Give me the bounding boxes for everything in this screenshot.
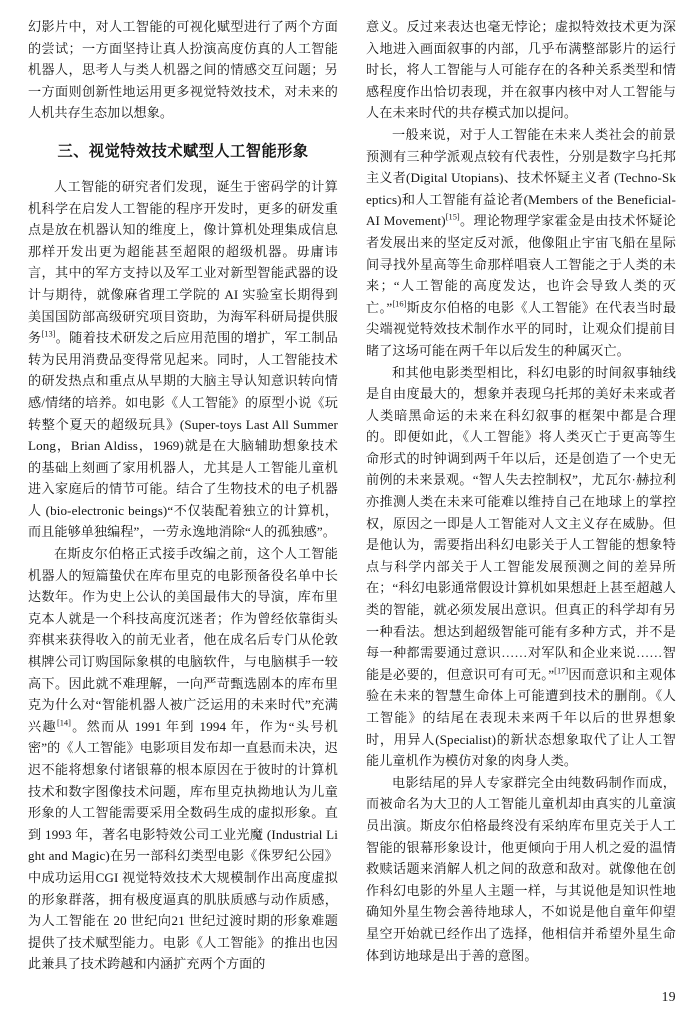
citation-marker-16: [16] (392, 299, 407, 309)
paragraph-scifi-timeline-text-1: 和其他电影类型相比，科幻电影的时间叙事轴线是自由度最大的，想象并表现乌托邦的美好未来或者人类暗黑命运的未来在科幻叙事的框架中都是合理的。即便如此，《人工智能》将人类灭亡于更高等生命形式的时钟调到两千年以后，还是创造了一个史无前例的未来景观。“智人失去控制权”，尤瓦尔·赫拉利亦推测人类在未来可能难以维持自己在地球上的掌控权，原因之一即是人工智能对人文主义存在威胁。但是他认为，需要指出科幻电影关于人工智能的想象特点与科学内部关于人工智能发展预测之间的差异所在；“科幻电影通常假设计算机如果想赶上甚至超越人类的智能，就必须发展出意识。但真正的科学却有另一种看法。想达到超级智能可能有多种方式，并不是每一种都需要通过意识……对军队和企业来说……智能是必要的，但意识可有可无。” (366, 364, 676, 682)
paragraph-spielberg-kubrick-text-1: 在斯皮尔伯格正式接手改编之前，这个人工智能机器人的短篇蛰伏在库布里克的电影预备役名单中长达数年。作为史上公认的美国最伟大的导演，库布里克本人就是一个科技高度沉迷者；作为曾经依靠街头弈棋来获得收入的前无业者，他在成名后专门从伦敦棋牌公司订购国际象棋的电脑软件，与电脑棋手一较高下。因此就不难理解，一向严苛甄选剧本的库布里克为什么对“智能机器人被广泛运用的未来时代”充满兴趣 (28, 546, 338, 734)
paragraph-ai-researchers-text-2: 。随着技术研发之后应用范围的增扩，军工制品转为民用消费品变得常见起来。同时，人工智能技术的研发热点和重点从早期的大脑主导认知意识转向情感/情绪的培养。如电影《人工智能》的原型小说《玩转整个夏天的超级玩具》(Super-toys Last All Summer Long，Brian Aldiss，1969)就是在大脑辅助想象技术的基础上刻画了家用机器人，尤其是人工智能儿童机进入家庭后的情节可能。结合了生物技术的电子机器人 (bio-electronic beings)“不仅装配着独立的计算机，而且能够单独编程”，一劳永逸地消除“人的孤独感”。 (28, 330, 338, 540)
two-column-body (28, 16, 676, 976)
citation-marker-14: [14] (56, 718, 71, 728)
paragraph-scifi-timeline (366, 362, 676, 772)
paragraph-three-schools (366, 124, 676, 362)
paragraph-ai-researchers (28, 176, 338, 543)
citation-marker-17: [17] (554, 666, 569, 676)
paragraph-scifi-timeline-text-2: 因而意识和主观体验在未来的智慧生命体上可能遭到技术的删削。《人工智能》的结尾在表现未来两千年以后的世界想象时，用异人(Specialist)的新状态想象取代了让人工智能儿童机作为模仿对象的肉身人类。 (366, 666, 676, 769)
section-heading: 三、视觉特效技术赋型人工智能形象 (57, 141, 309, 160)
page-number: 19 (661, 989, 676, 1004)
paragraph-continued-top: 幻影片中，对人工智能的可视化赋型进行了两个方面的尝试；一方面坚持让真人扮演高度仿真的人工智能机器人，思考人与类人机器之间的情感交互问题；另一方面则创新性地运用更多视觉特效技术，对未来的人机共存生态加以想象。 (28, 19, 338, 121)
paragraph-meaning-continued: 意义。反过来表达也毫无悖论；虚拟特效技术更为深入地进入画面叙事的内部，几乎布满整部影片的运行时长，将人工智能与人可能存在的各种关系类型和情感程度作出恰切表现，并在叙事内核中对人工智能与人在未来时代的共存模式加以提问。 (366, 19, 676, 121)
paragraph-ending-specialists: 电影结尾的异人专家群完全由纯数码制作而成，而被命名为大卫的人工智能儿童机却由真实的儿童演员出演。斯皮尔伯格最终没有采纳库布里克关于人工智能的银幕形象设计，他更倾向于用人机之爱的温情救赎话题来消解人机之间的敌意和敌对。就像他在创作科幻电影的外星人主题一样，与其说他是知识性地确知外星生物会善待地球人，不如说是他自童年仰望星空开始就已经作出了选择，他相信并希望外星生命体到访地球是出于善的意图。 (366, 774, 676, 963)
left-column (28, 16, 338, 976)
paragraph-spielberg-kubrick-text-2: 。然而从 1991 年到 1994 年，作为“头号机密”的《人工智能》电影项目发布却一直悬而未决，迟迟不能将想象付诸银幕的根本原因在于彼时的计算机技术和数字图像技术问题，库布里克执拗地认为儿童形象的人工智能需要采用全数码生成的虚拟形象。直到 1993 年，著名电影特效公司工业光魔 (Industrial Light and Magic)在另一部科幻类型电影《侏罗纪公园》中成功运用CGI 视觉特效技术大规模制作出高度虚拟的形象群落，拥有极度逼真的肌肤质感与动作质感，为人工智能在 20 世纪向21 世纪过渡时期的形象难题提供了技术赋型能力。电影《人工智能》的推出也因此兼具了技术跨越和内涵扩充两个方面的 (28, 718, 338, 972)
paragraph-ai-researchers-text-1: 人工智能的研究者们发现，诞生于密码学的计算机科学在启发人工智能的程序开发时，更多的研发重点是放在机器认知的维度上，像计算机处理集成信息那样开发出更为超能甚至超限的超级机器。毋庸讳言，其中的军方支持以及军工业对新型智能武器的设计与期待，就像麻省理工学院的 AI 实验室长期得到美国国防部高级研究项目资助，为海军科研局提供服务 (28, 178, 338, 346)
citation-marker-15: [15] (445, 212, 460, 222)
paragraph-three-schools-text-1: 一般来说，对于人工智能在未来人类社会的前景预测有三种学派观点较有代表性，分别是数字乌托邦主义者(Digital Utopians)、技术怀疑主义者 (Techno-Skeptics)和人工智能有益论者(Members of the Beneficial-AI Movement) (366, 126, 676, 229)
paragraph-three-schools-text-2: 。理论物理学家霍金是由技术怀疑论者发展出来的坚定反对派，他像阻止宇宙飞船在星际间寻找外星高等生命那样唱衰人工智能之于人类的未来；“人工智能的高度发达，也许会导致人类的灭亡。” (366, 213, 676, 315)
paragraph-three-schools-text-3: 斯皮尔伯格的电影《人工智能》在代表当时最尖端视觉特效技术制作水平的同时，让观众们提前目睹了这场可能在两千年以后发生的种属灭亡。 (366, 299, 677, 358)
right-column (366, 16, 676, 976)
citation-marker-13: [13] (41, 329, 56, 339)
paragraph-spielberg-kubrick (28, 543, 338, 975)
